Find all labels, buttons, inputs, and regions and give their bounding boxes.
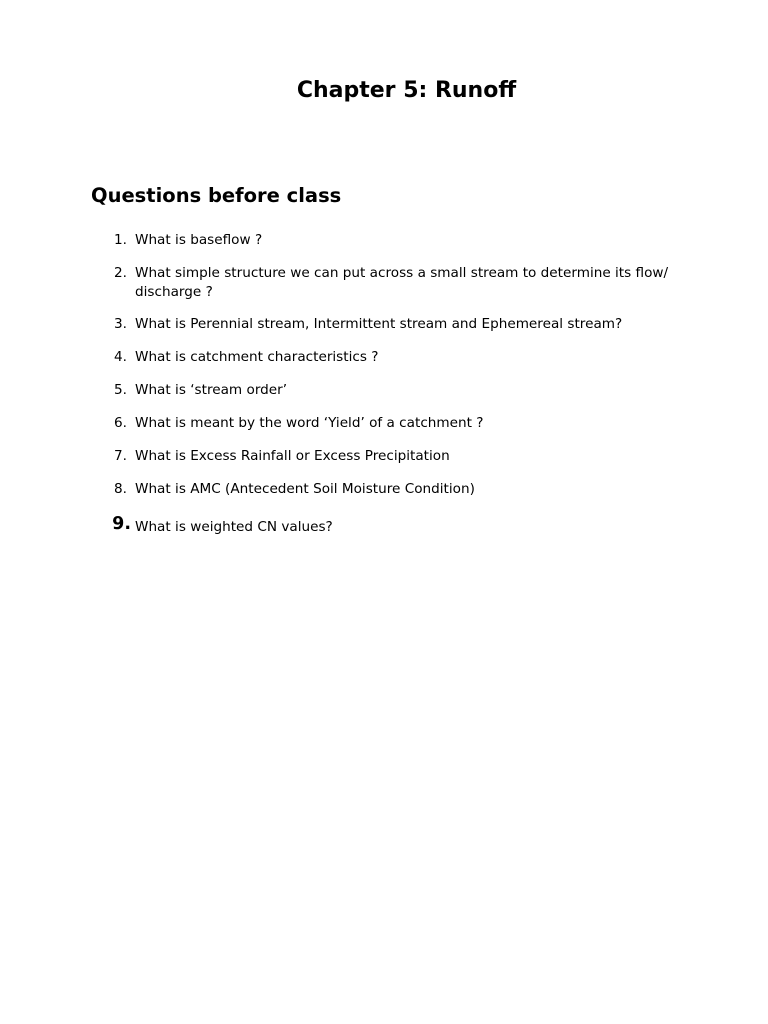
question-number: 3.: [114, 316, 127, 332]
section-heading: Questions before class: [91, 184, 342, 207]
question-number: 7.: [114, 448, 127, 464]
question-text: What is Perennial stream, Intermittent stream and Ephemereal stream?: [135, 316, 623, 332]
question-text: What is weighted CN values?: [135, 519, 333, 535]
question-number: 6.: [114, 415, 127, 431]
question-text: What is AMC (Antecedent Soil Moisture Condition): [135, 481, 475, 497]
question-text: What is meant by the word ‘Yield’ of a catchment ?: [135, 415, 484, 431]
question-text: What is baseflow ?: [135, 232, 263, 248]
chapter-title: Chapter 5: Runoff: [296, 78, 517, 103]
question-text: What is ‘stream order’: [135, 382, 288, 398]
question-text: What is catchment characteristics ?: [135, 349, 379, 365]
question-number: 2.: [114, 265, 127, 281]
question-number: 1.: [114, 232, 127, 248]
question-number: 5.: [114, 382, 127, 398]
question-number: 8.: [114, 481, 127, 497]
question-number: 9.: [112, 514, 131, 534]
question-number: 4.: [114, 349, 127, 365]
question-text: What is Excess Rainfall or Excess Precipitation: [135, 448, 450, 464]
question-text: What simple structure we can put across a small stream to determine its flow/ discharge ?: [135, 265, 669, 300]
